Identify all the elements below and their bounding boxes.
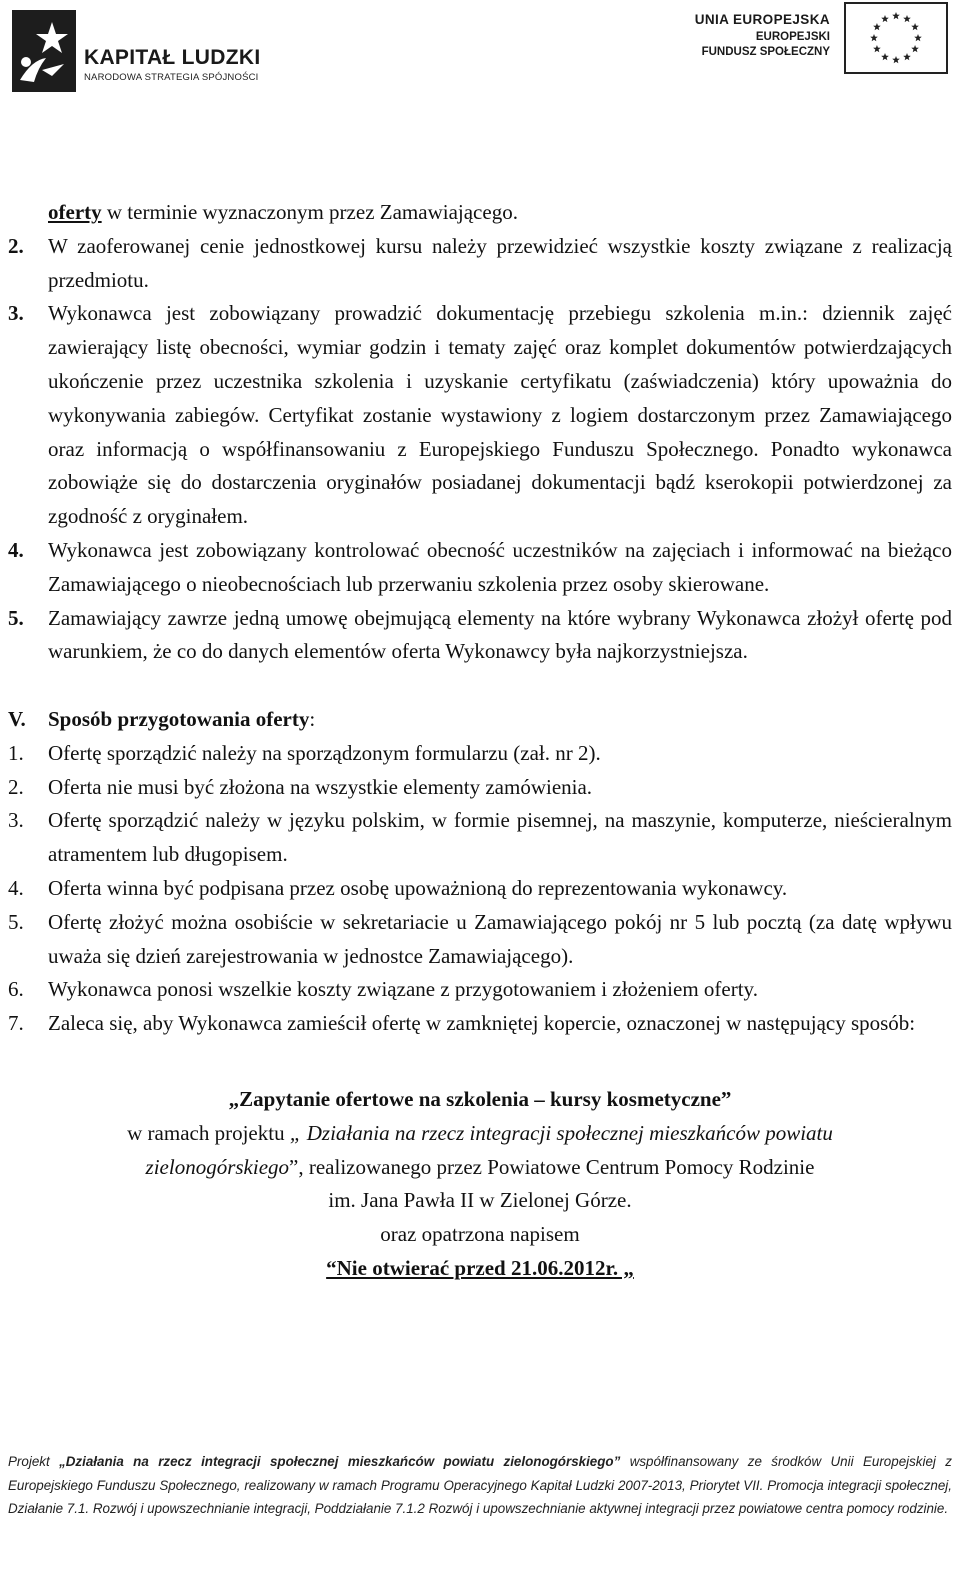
item-number: 2. [8, 233, 24, 258]
item-text: Oferta winna być podpisana przez osobę upoważnioną do reprezentowania wykonawcy. [48, 875, 788, 900]
section-iv-item-3 [8, 297, 952, 534]
eu-star-icon [881, 53, 889, 60]
item-number: 5. [8, 909, 24, 934]
section-v-item-5 [8, 906, 952, 974]
item-number: 4. [8, 537, 24, 562]
spacer [8, 669, 952, 703]
eu-logo [678, 2, 948, 74]
section-v-heading [8, 703, 952, 737]
project-name-part2: zielonogórskiego [145, 1154, 290, 1179]
item-number: 7. [8, 1011, 24, 1036]
eu-star-icon [870, 34, 878, 41]
footer-text: współfinansowany ze środków Unii Europejskiej z Europejskiego Funduszu Społecznego, realizowany w ramach Programu Operacyjnego Kapitał Ludzki 2007-2013, Priorytet VII. Promocja integracji społecznej, Działanie 7.1. Rozwój i upowszechnianie integracji, Poddziałanie 7.1.2 Rozwój i upowszechnianie aktywnej integracji przez powiatowe centra pomocy rodzinie. [8, 1454, 952, 1517]
offer-deadline-text: w terminie wyznaczonym przez Zamawiającego. [101, 200, 518, 224]
page-header [0, 0, 960, 100]
item-number: 3. [8, 301, 24, 326]
page-footer [8, 1450, 952, 1521]
do-not-open-notice: “Nie otwierać przed 21.06.2012r. „ [326, 1255, 634, 1280]
section-iv-continuation [8, 196, 952, 230]
eu-star-icon [914, 34, 922, 41]
document-body [8, 196, 952, 1286]
envelope-line-project [8, 1117, 952, 1151]
envelope-line-marked: oraz opatrzona napisem [380, 1222, 580, 1247]
kapital-ludzki-subtitle: NARODOWA STRATEGIA SPÓJNOŚCI [84, 72, 259, 83]
eu-star-icon [881, 15, 889, 22]
item-text: Ofertę złożyć można osobiście w sekretariacie u Zamawiającego pokój nr 5 lub pocztą (za datę wpływu uważa się dzień zarejestrowania w jednostce Zamawiającego). [48, 909, 952, 968]
kapital-ludzki-star-figure-icon [12, 10, 76, 92]
section-v-item-3 [8, 804, 952, 872]
footer-project-name: „Działania na rzecz integracji społecznej mieszkańców powiatu zielonogórskiego” [59, 1454, 621, 1469]
eu-flag-stars-icon [844, 2, 948, 74]
section-colon: : [309, 706, 316, 731]
eu-star-icon [911, 23, 919, 30]
section-v-item-2 [8, 771, 952, 805]
item-text: Zaleca się, aby Wykonawca zamieścił ofertę w zamkniętej kopercie, oznaczonej w następujący sposób: [48, 1011, 916, 1036]
item-text: Zamawiający zawrze jedną umowę obejmującą elementy na które wybrany Wykonawca złożył ofertę pod warunkiem, że co do danych elementów oferta Wykonawcy była najkorzystniejsza. [48, 605, 952, 664]
item-number: 5. [8, 605, 24, 630]
item-number: 6. [8, 977, 24, 1002]
item-number: 4. [8, 875, 24, 900]
item-text: Wykonawca jest zobowiązany kontrolować obecność uczestników na zajęciach i informować na bieżąco Zamawiającego o nieobecnościach lub przerwaniu szkolenia przez osoby skierowane. [48, 537, 952, 596]
item-number: 3. [8, 808, 24, 833]
eu-star-icon [892, 56, 900, 63]
envelope-line-address: im. Jana Pawła II w Zielonej Górze. [328, 1188, 632, 1213]
envelope-prefix: w ramach projektu [127, 1120, 290, 1145]
item-number: 1. [8, 740, 24, 765]
section-v-item-4 [8, 872, 952, 906]
item-text: Wykonawca jest zobowiązany prowadzić dokumentację przebiegu szkolenia m.in.: dziennik zajęć zawierający listę obecności, wymiar godzin i tematy zajęć oraz komplet dokumentów potwierdzających ukończenie przez uczestnika szkolenia i uzyskanie certyfikatu (zaświadczenia) który upoważnia do wykonywania zabiegów. Certyfikat zostanie wystawiony z logiem dostarczonym przez Zamawiającego oraz informacją o współfinansowaniu z Europejskiego Funduszu Społecznego. Ponadto wykonawca zobowiąże się do dostarczenia oryginałów posiadanej dokumentacji bądź kserokopii potwierdzonej za zgodność z oryginałem. [48, 301, 952, 529]
eu-star-icon [903, 15, 911, 22]
section-iv-item-5 [8, 602, 952, 670]
kapital-ludzki-logo [12, 10, 272, 92]
item-text: Ofertę sporządzić należy w języku polskim, w formie pisemnej, na maszynie, komputerze, nieścieralnym atramentem lub długopisem. [48, 808, 952, 867]
section-iv-item-4 [8, 534, 952, 602]
envelope-title: „Zapytanie ofertowe na szkolenia – kursy kosmetyczne” [228, 1086, 732, 1111]
eu-star-icon [911, 45, 919, 52]
item-text: W zaoferowanej cenie jednostkowej kursu należy przewidzieć wszystkie koszty związane z realizacją przedmiotu. [48, 233, 952, 292]
envelope-line-center [8, 1151, 952, 1185]
eu-star-icon [873, 45, 881, 52]
eu-star-icon [873, 23, 881, 30]
section-v-item-7 [8, 1007, 952, 1041]
kapital-ludzki-title: KAPITAŁ LUDZKI [84, 46, 261, 69]
item-text: Oferta nie musi być złożona na wszystkie elementy zamówienia. [48, 774, 593, 799]
item-text: Ofertę sporządzić należy na sporządzonym formularzu (zał. nr 2). [48, 740, 601, 765]
eu-star-icon [892, 12, 900, 19]
section-v-item-1 [8, 737, 952, 771]
section-number: V. [8, 706, 26, 731]
item-number: 2. [8, 774, 24, 799]
section-iv-item-2 [8, 230, 952, 298]
eu-line-2: EUROPEJSKI [755, 31, 830, 43]
eu-star-icon [903, 53, 911, 60]
project-name-part1: „ Działania na rzecz integracji społecznej mieszkańców powiatu [289, 1120, 833, 1145]
eu-logo-text [695, 12, 830, 60]
section-title: Sposób przygotowania oferty [48, 706, 310, 731]
envelope-organizer: ”, realizowanego przez Powiatowe Centrum Pomocy Rodzinie [289, 1154, 815, 1179]
offer-word: oferty [48, 200, 102, 224]
eu-line-1: UNIA EUROPEJSKA [694, 12, 830, 27]
item-text: Wykonawca ponosi wszelkie koszty związane z przygotowaniem i złożeniem oferty. [48, 977, 758, 1002]
footer-prefix: Projekt [8, 1454, 60, 1469]
eu-line-3: FUNDUSZ SPOŁECZNY [701, 46, 830, 58]
section-v-item-6 [8, 973, 952, 1007]
